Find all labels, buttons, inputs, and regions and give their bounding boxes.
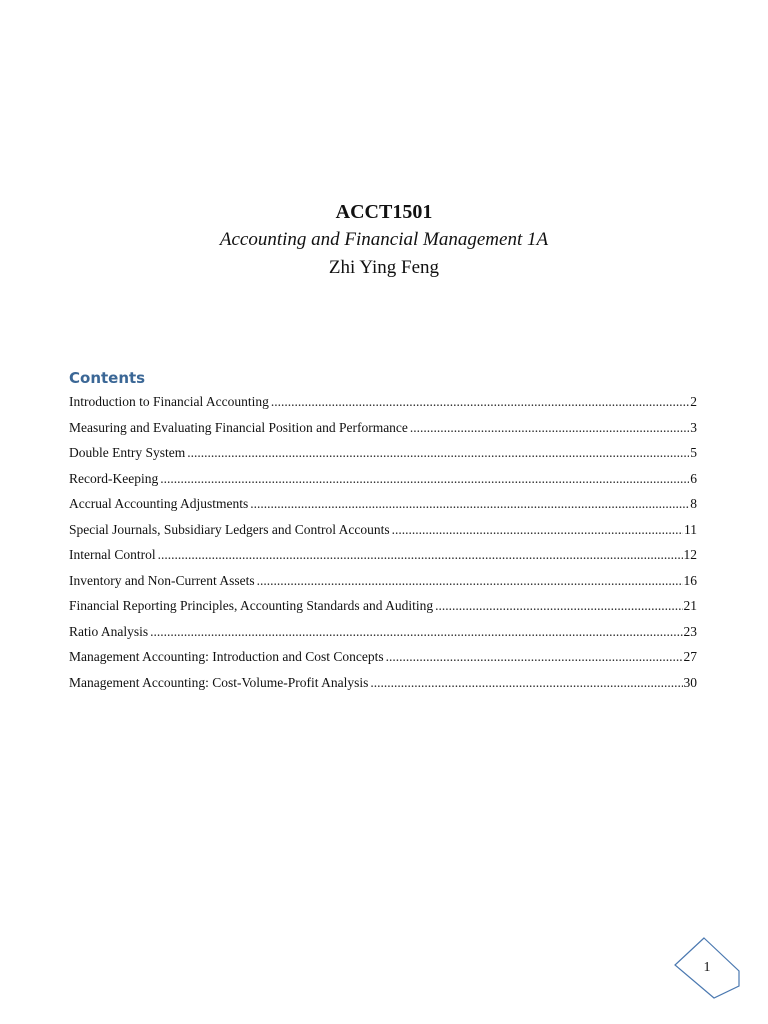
- contents-heading: Contents: [69, 369, 146, 387]
- toc-entry[interactable]: [69, 671, 697, 697]
- toc-dot-leader: [160, 467, 689, 490]
- toc-entry-page: 21: [683, 598, 697, 613]
- toc-entry[interactable]: [69, 518, 697, 544]
- toc-entry-page: 12: [683, 547, 697, 562]
- toc-dot-leader: [392, 518, 683, 541]
- toc-entry[interactable]: [69, 492, 697, 518]
- toc-entry-title: Inventory and Non-Current Assets: [69, 572, 255, 588]
- toc-entry-title: Introduction to Financial Accounting: [69, 394, 269, 409]
- toc-entry[interactable]: [69, 416, 697, 442]
- toc-entry-page: 23: [683, 623, 697, 639]
- toc-dot-leader: [410, 416, 689, 439]
- toc-entry[interactable]: [69, 390, 697, 416]
- toc-entry-page: 27: [683, 649, 697, 664]
- toc-entry-title: Ratio Analysis: [69, 623, 149, 639]
- toc-dot-leader: [250, 492, 689, 515]
- author-name: Zhi Ying Feng: [328, 257, 440, 278]
- toc-entry-page: 16: [683, 572, 697, 588]
- toc-dot-leader: [370, 671, 682, 694]
- toc-entry-title: Management Accounting: Cost-Volume-Profit Analysis: [69, 674, 369, 690]
- toc-dot-leader: [271, 390, 689, 413]
- toc-entry[interactable]: [69, 594, 697, 620]
- toc-entry-page: 3: [690, 419, 697, 435]
- toc-entry[interactable]: [69, 543, 697, 569]
- toc-entry-title: Record-Keeping: [69, 470, 159, 486]
- toc-entry-title: Management Accounting: Introduction and Cost Concepts: [69, 649, 384, 664]
- toc-entry-title: Accrual Accounting Adjustments: [69, 496, 249, 511]
- course-name: Accounting and Financial Management 1A: [219, 229, 549, 250]
- toc-entry[interactable]: [69, 467, 697, 493]
- toc-dot-leader: [386, 645, 683, 668]
- table-of-contents: [69, 390, 697, 696]
- toc-dot-leader: [158, 543, 683, 566]
- toc-entry[interactable]: [69, 645, 697, 671]
- toc-entry[interactable]: [69, 569, 697, 595]
- toc-entry-title: Special Journals, Subsidiary Ledgers and Control Accounts: [69, 521, 390, 537]
- toc-dot-leader: [257, 569, 683, 592]
- toc-entry-page: 30: [683, 674, 697, 690]
- toc-entry-title: Internal Control: [69, 547, 156, 562]
- toc-entry-page: 5: [690, 445, 697, 460]
- toc-dot-leader: [150, 620, 682, 643]
- course-code: ACCT1501: [335, 201, 433, 223]
- toc-entry-page: 11: [684, 521, 697, 537]
- title-block: [0, 198, 768, 282]
- page-number: 1: [703, 960, 711, 975]
- toc-entry[interactable]: [69, 620, 697, 646]
- toc-entry-page: 8: [690, 496, 697, 511]
- toc-entry-page: 6: [690, 470, 697, 486]
- toc-entry-title: Measuring and Evaluating Financial Position and Performance: [69, 419, 408, 435]
- toc-entry-title: Double Entry System: [69, 445, 186, 460]
- toc-dot-leader: [435, 594, 682, 617]
- toc-entry[interactable]: [69, 441, 697, 467]
- toc-entry-title: Financial Reporting Principles, Accounting Standards and Auditing: [69, 598, 434, 613]
- toc-dot-leader: [187, 441, 689, 464]
- toc-entry-page: 2: [690, 394, 697, 409]
